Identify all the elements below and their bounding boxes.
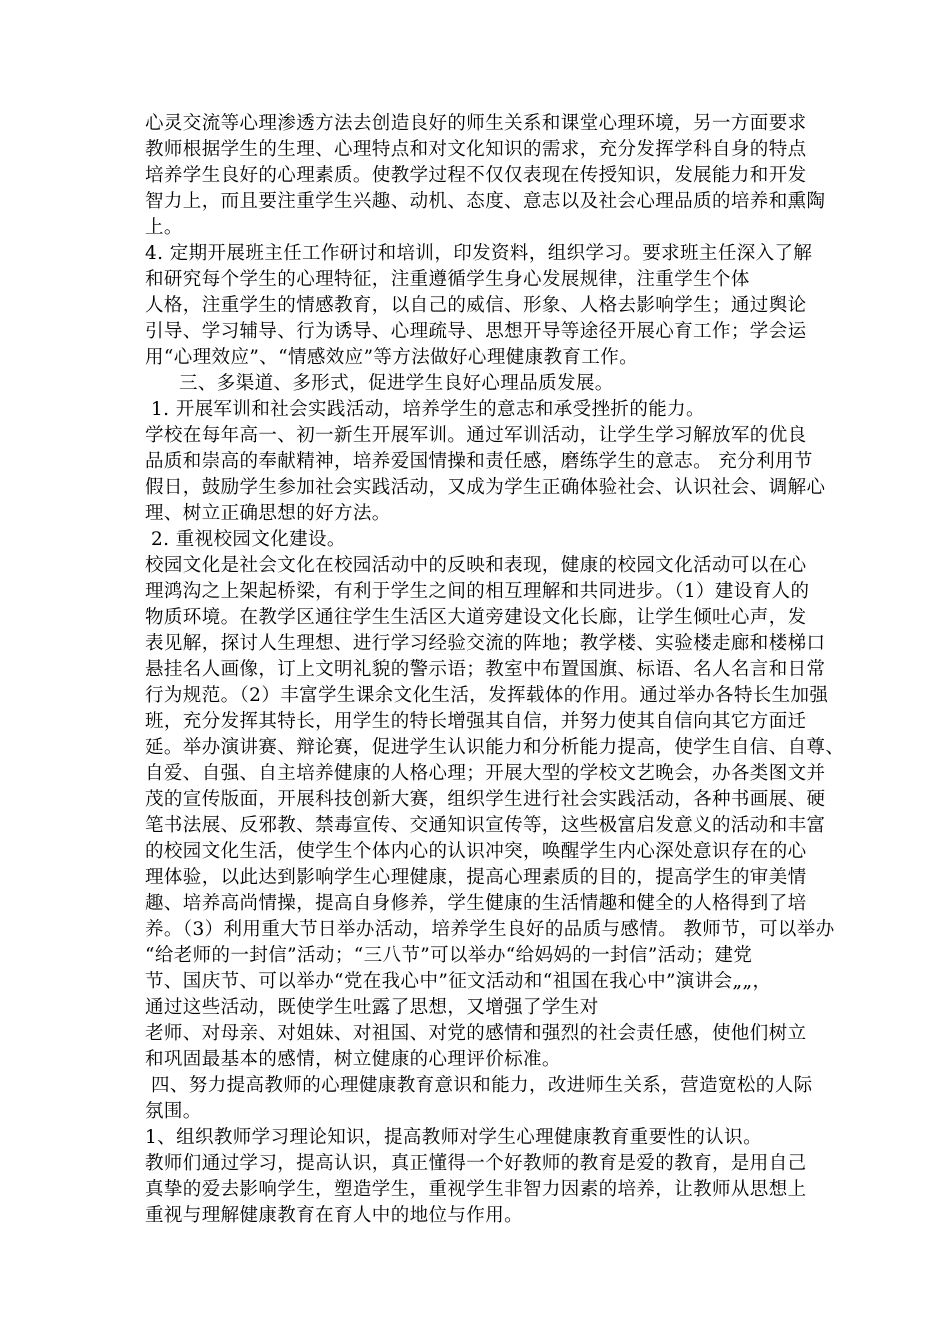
body-text-line: 班，充分发挥其特长，用学生的特长增强其自信，并努力使其自信向其它方面迁 xyxy=(145,711,807,732)
body-text-line: 的校园文化生活，使学生个体内心的认识冲突，唤醒学生内心深处意识存在的心 xyxy=(145,841,807,862)
body-text-line: 理体验，以此达到影响学生心理健康，提高心理素质的目的，提高学生的审美情 xyxy=(145,867,807,888)
section-heading-4: 四、努力提高教师的心理健康教育意识和能力，改进师生关系，营造宽松的人际 xyxy=(151,1075,813,1096)
body-text-line: 通过这些活动，既使学生吐露了思想，又增强了学生对 xyxy=(145,997,599,1018)
body-text-line: 行为规范。（2）丰富学生课余文化生活，发挥载体的作用。通过举办各特长生加强 xyxy=(145,685,829,706)
body-text-line: 表见解，探讨人生理想、进行学习经验交流的阵地；教学楼、实验楼走廊和楼梯口 xyxy=(145,633,826,654)
body-text-line: 教师们通过学习，提高认识，真正懂得一个好教师的教育是爱的教育，是用自己 xyxy=(145,1153,807,1174)
body-text-line: 重视与理解健康教育在育人中的地位与作用。 xyxy=(145,1205,524,1226)
body-text-line: 人格，注重学生的情感教育，以自己的威信、形象、人格去影响学生；通过舆论 xyxy=(145,295,807,316)
body-text-line: 悬挂名人画像，订上文明礼貌的警示语；教室中布置国旗、标语、名人名言和日常 xyxy=(145,659,826,680)
numbered-item-4: 4. 定期开展班主任工作研讨和培训，印发资料，组织学习。要求班主任深入了解 xyxy=(145,243,813,264)
body-text-line: 自爱、自强、自主培养健康的人格心理；开展大型的学校文艺晚会，办各类图文并 xyxy=(145,763,826,784)
section-heading-4-continued: 氛围。 xyxy=(145,1101,202,1122)
body-text-line: 老师、对母亲、对姐妹、对祖国、对党的感情和强烈的社会责任感，使他们树立 xyxy=(145,1023,807,1044)
subheading-1: 1. 开展军训和社会实践活动，培养学生的意志和承受挫折的能力。 xyxy=(151,399,705,420)
body-text-line: “给老师的一封信”活动；“三八节”可以举办“给妈妈的一封信”活动；建党 xyxy=(145,945,753,966)
body-text-line: 养。（3）利用重大节日举办活动，培养学生良好的品质与感情。 教师节，可以举办 xyxy=(145,919,835,940)
body-text-line: 趣、培养高尚情操，提高自身修养，学生健康的生活情趣和健全的人格得到了培 xyxy=(145,893,807,914)
body-text-line: 智力上，而且要注重学生兴趣、动机、态度、意志以及社会心理品质的培养和熏陶 xyxy=(145,191,826,212)
subheading-1: 1、组织教师学习理论知识，提高教师对学生心理健康教育重要性的认识。 xyxy=(145,1127,762,1148)
body-text-line: 茂的宣传版面，开展科技创新大赛，组织学生进行社会实践活动，各种书画展、硬 xyxy=(145,789,826,810)
body-text-line: 和研究每个学生的心理特征，注重遵循学生身心发展规律，注重学生个体 xyxy=(145,269,750,290)
body-text-line: 理、树立正确思想的好方法。 xyxy=(145,503,391,524)
body-text-line: 和巩固最基本的感情，树立健康的心理评价标准。 xyxy=(145,1049,561,1070)
body-text-line: 用“心理效应”、“情感效应”等方法做好心理健康教育工作。 xyxy=(145,347,639,368)
section-heading-3: 三、多渠道、多形式，促进学生良好心理品质发展。 xyxy=(179,373,614,394)
body-text-line: 物质环境。在教学区通往学生生活区大道旁建设文化长廊，让学生倾吐心声，发 xyxy=(145,607,807,628)
body-text-line: 笔书法展、反邪教、禁毒宣传、交通知识宣传等，这些极富启发意义的活动和丰富 xyxy=(145,815,826,836)
subheading-2: 2. 重视校园文化建设。 xyxy=(151,529,346,550)
body-text-line: 教师根据学生的生理、心理特点和对文化知识的需求，充分发挥学科自身的特点 xyxy=(145,139,807,160)
body-text-line: 真挚的爱去影响学生，塑造学生，重视学生非智力因素的培养，让教师从思想上 xyxy=(145,1179,807,1200)
body-text-line: 上。 xyxy=(145,217,183,238)
body-text-line: 假日，鼓励学生参加社会实践活动，又成为学生正确体验社会、认识社会、调解心 xyxy=(145,477,826,498)
body-text-line: 延。举办演讲赛、辩论赛，促进学生认识能力和分析能力提高，使学生自信、自尊、 xyxy=(145,737,845,758)
body-text-line: 心灵交流等心理渗透方法去创造良好的师生关系和课堂心理环境，另一方面要求 xyxy=(145,113,807,134)
body-text-line: 引导、学习辅导、行为诱导、心理疏导、思想开导等途径开展心育工作；学会运 xyxy=(145,321,807,342)
body-text-line: 节、国庆节、可以举办“党在我心中”征文活动和“祖国在我心中”演讲会„„， xyxy=(145,971,772,992)
body-text-line: 品质和崇高的奉献精神，培养爱国情操和责任感，磨练学生的意志。 充分利用节 xyxy=(145,451,813,472)
body-text-line: 校园文化是社会文化在校园活动中的反映和表现，健康的校园文化活动可以在心 xyxy=(145,555,807,576)
body-text-line: 理鸿沟之上架起桥梁，有利于学生之间的相互理解和共同进步。（1）建设育人的 xyxy=(145,581,810,602)
body-text-line: 培养学生良好的心理素质。使教学过程不仅仅表现在传授知识，发展能力和开发 xyxy=(145,165,807,186)
body-text-line: 学校在每年高一、初一新生开展军训。通过军训活动，让学生学习解放军的优良 xyxy=(145,425,807,446)
